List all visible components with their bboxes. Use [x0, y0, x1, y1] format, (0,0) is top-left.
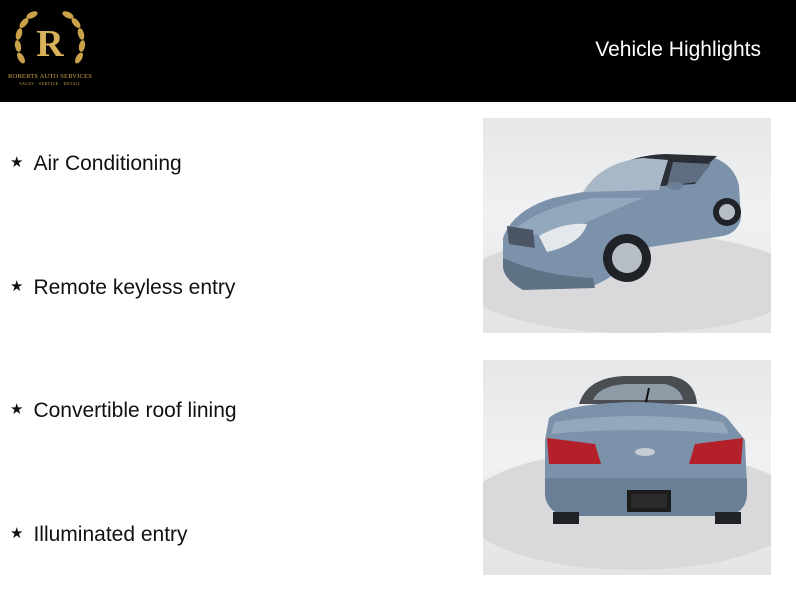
feature-label: Convertible roof lining	[33, 399, 237, 422]
car-front-icon	[483, 118, 771, 333]
feature-item	[10, 523, 188, 547]
header-bar	[0, 0, 796, 102]
logo-letter: R	[36, 23, 64, 65]
feature-item	[10, 152, 182, 176]
star-icon: ★	[10, 401, 24, 418]
feature-label: Remote keyless entry	[33, 276, 236, 299]
star-icon: ★	[10, 278, 24, 295]
vehicle-photo-front	[483, 118, 771, 333]
page-title: Vehicle Highlights	[595, 38, 761, 61]
car-rear-icon	[483, 360, 771, 575]
feature-label: Air Conditioning	[33, 152, 182, 175]
logo-tagline: SALES · SERVICE · DETAIL	[19, 81, 81, 86]
feature-item	[10, 399, 237, 423]
star-icon: ★	[10, 525, 24, 542]
logo-name: ROBERTS AUTO SERVICES	[7, 73, 93, 80]
feature-label: Illuminated entry	[33, 523, 188, 546]
vehicle-photo-rear	[483, 360, 771, 575]
feature-item	[10, 276, 235, 300]
star-icon: ★	[10, 154, 24, 171]
